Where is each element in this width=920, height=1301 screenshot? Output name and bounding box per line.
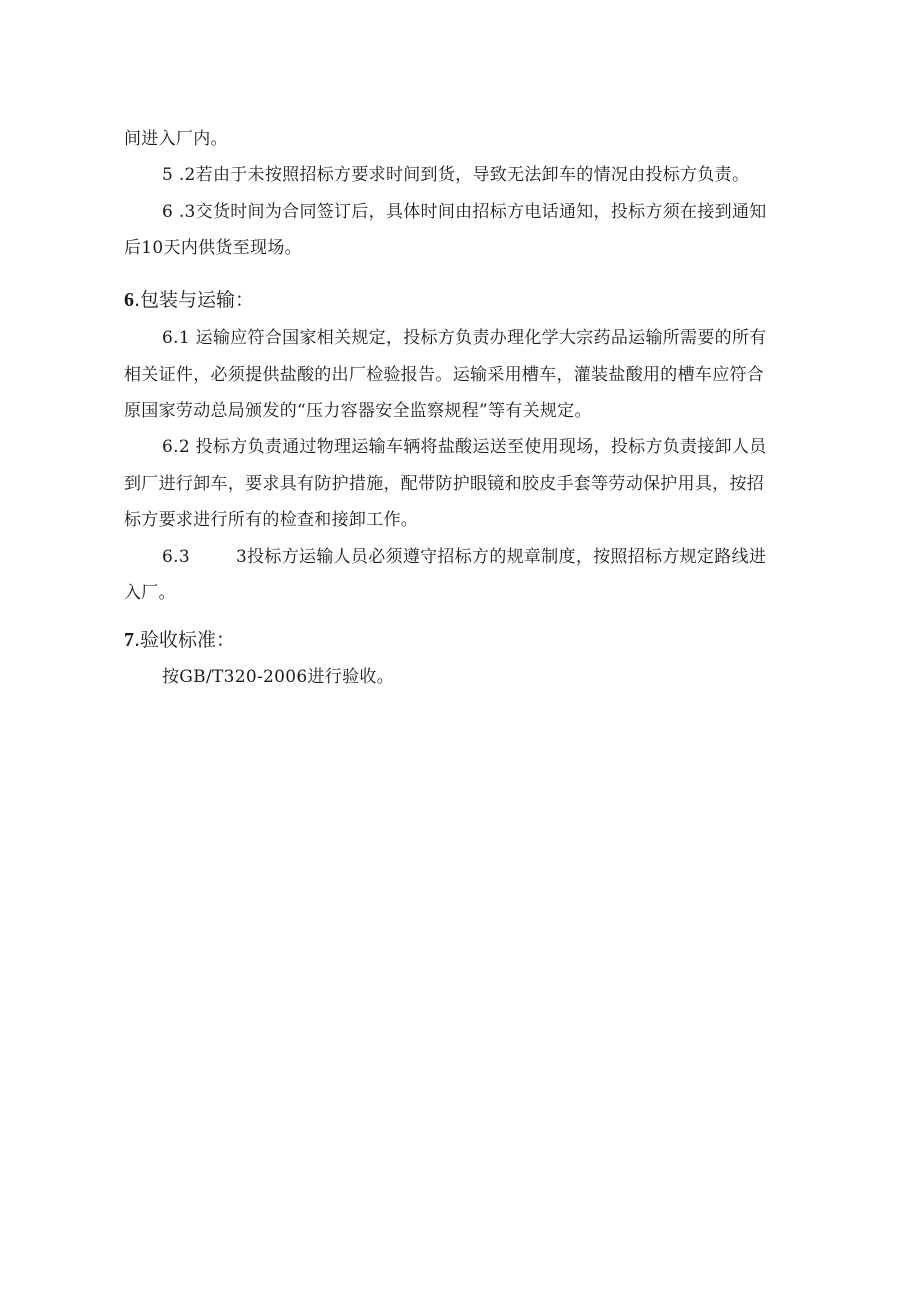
section-6-number: 6 — [124, 289, 134, 311]
paragraph-6-2-line-1: 6.2 投标方负责通过物理运输车辆将盐酸运送至使用现场，投标方负责接卸人员 — [162, 437, 767, 457]
paragraph-6-2-line-3: 标方要求进行所有的检查和接卸工作。 — [124, 510, 419, 530]
paragraph-7-1: 按GB/T320-2006进行验收。 — [162, 667, 394, 687]
paragraph-6-2-line-2: 到厂进行卸车，要求具有防护措施，配带防护眼镜和胶皮手套等劳动保护用具，按招 — [124, 474, 765, 494]
paragraph-6-3b-line-1: 3投标方运输人员必须遵守招标方的规章制度，按照招标方规定路线进 — [236, 547, 767, 567]
paragraph-6-3b-line-2: 入厂。 — [124, 583, 176, 603]
paragraph-6-3-number: 6.3 — [162, 547, 190, 567]
section-6-title: .包装与运输： — [134, 289, 255, 311]
section-6-heading — [124, 288, 254, 312]
section-7-heading — [124, 628, 235, 652]
paragraph-6-3-line-1: 6 .3交货时间为合同签订后，具体时间由招标方电话通知，投标方须在接到通知 — [162, 202, 767, 222]
paragraph-6-1-line-3: 原国家劳动总局颁发的“压力容器安全监察规程”等有关规定。 — [124, 401, 592, 421]
paragraph-line: 间进入厂内。 — [124, 129, 228, 149]
section-7-title: .验收标准： — [134, 629, 236, 651]
paragraph-6-3-line-2: 后10天内供货至现场。 — [124, 238, 302, 258]
paragraph-5-2: 5 .2若由于未按照招标方要求时间到货，导致无法卸车的情况由投标方负责。 — [162, 165, 750, 185]
paragraph-6-1-line-1: 6.1 运输应符合国家相关规定，投标方负责办理化学大宗药品运输所需要的所有 — [162, 328, 767, 348]
paragraph-6-1-line-2: 相关证件，必须提供盐酸的出厂检验报告。运输采用槽车，灌装盐酸用的槽车应符合 — [124, 365, 765, 385]
section-7-number: 7 — [124, 629, 134, 651]
